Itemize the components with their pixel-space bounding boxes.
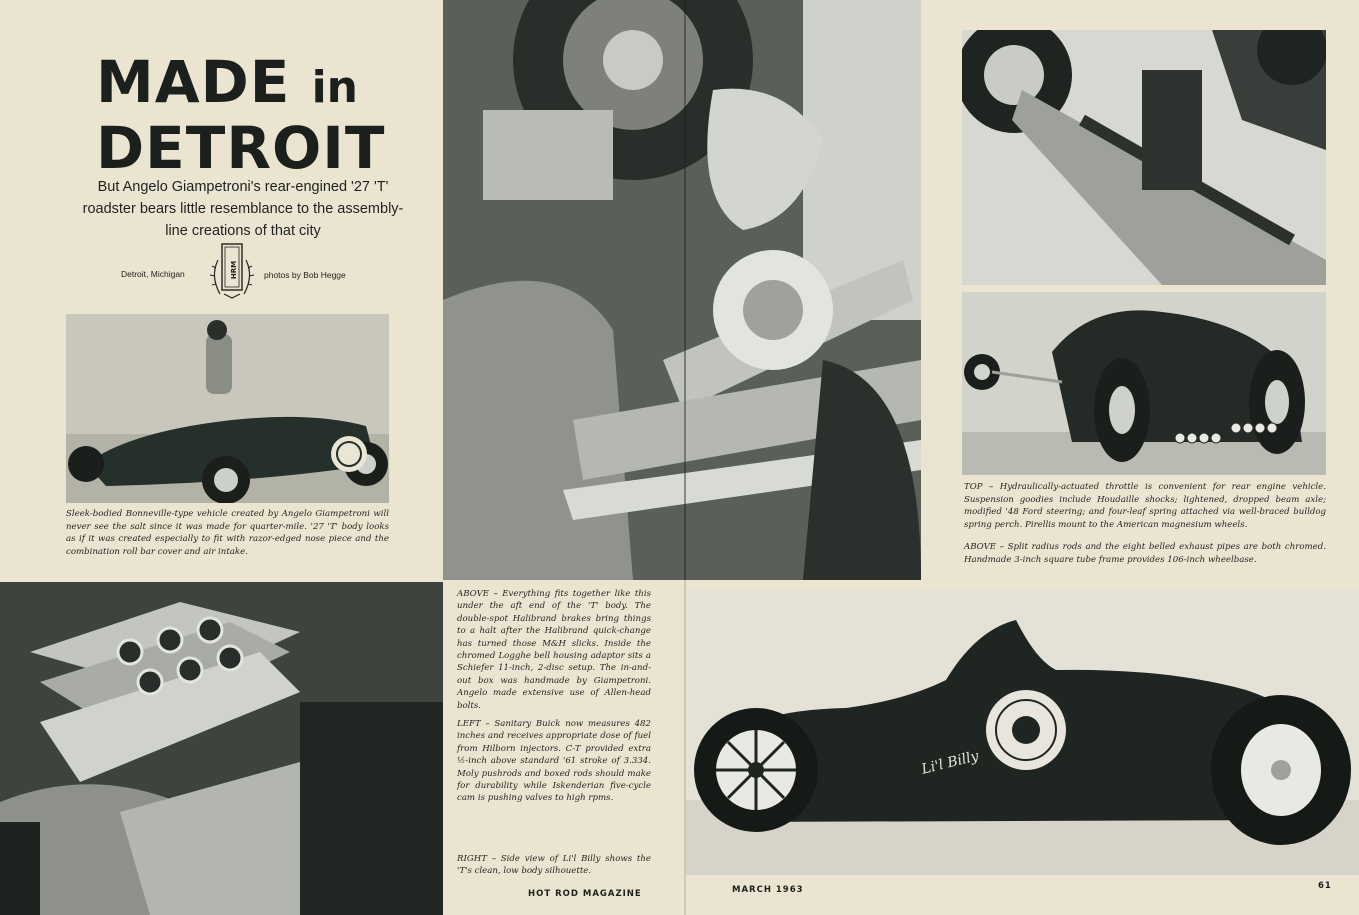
caption-top: TOP – Hydraulically-actuated throttle is convenient for rear engine vehicle. Suspension goodies include Houdaille shocks; lightened, dropped beam axle; modified '48 Ford steering; and four-leaf spring attached via well-braced bulldog spring perch. Pirellis mount to the American magnesium wheels. bbox=[964, 482, 1326, 530]
location-label: Detroit, Michigan bbox=[121, 269, 185, 279]
photo-car-with-owner bbox=[66, 314, 389, 503]
photo-side-profile bbox=[686, 590, 1359, 875]
footer-issue-date: MARCH 1963 bbox=[732, 885, 804, 895]
title-word-in: in bbox=[311, 62, 358, 113]
footer-page-number: 61 bbox=[1318, 881, 1332, 891]
page-gutter bbox=[684, 0, 686, 915]
footer-magazine-name: HOT ROD MAGAZINE bbox=[528, 889, 642, 899]
caption-above-center: ABOVE – Everything fits together like this under the aft end of the 'T' body. The double-spot Halibrand brakes bring things to a halt after the Halibrand quick-change has turned those M&H slicks. Inside the chromed Logghe bell housing adaptor sits a Schiefer 11-inch, 2-disc setup. The in-and-out box was handmade by Giampetroni. Angelo made extensive use of Allen-head bolts. bbox=[457, 589, 651, 711]
photo-rear-exhaust bbox=[962, 292, 1326, 475]
photo-drivetrain-closeup bbox=[443, 0, 921, 580]
article-deck: But Angelo Giampetroni's rear-engined '27 'T' roadster bears little resemblance to the assembly-line creations of that city bbox=[82, 179, 404, 239]
caption-left: LEFT – Sanitary Buick now measures 482 inches and receives appropriate dose of fuel from Hilborn injectors. C-T provided extra ½-inch above standard '61 stroke of 3.334. Moly pushrods and boxed rods should make for durability while Iskenderian five-cycle cam is pushing valves to high rpms. bbox=[457, 719, 651, 804]
car-script-name: Li'l Billy bbox=[919, 748, 981, 778]
title-word-detroit: DETROIT bbox=[96, 114, 386, 182]
hrm-logo bbox=[206, 240, 258, 302]
caption-right: RIGHT – Side view of Li'l Billy shows the 'T's clean, low body silhouette. bbox=[457, 854, 651, 877]
logo-text: HRM bbox=[230, 260, 238, 280]
photo-buick-engine bbox=[0, 582, 443, 915]
caption-above-right: ABOVE – Split radius rods and the eight belled exhaust pipes are both chromed. Handmade 3-inch square tube frame provides 106-inch wheelbase. bbox=[964, 542, 1326, 565]
caption-sleek: Sleek-bodied Bonneville-type vehicle created by Angelo Giampetroni will never see the salt since it was made for quarter-mile. '27 'T' body looks as if it was created especially to fit with razor-edged nose piece and the combination roll bar cover and air intake. bbox=[66, 509, 389, 557]
article-title bbox=[96, 48, 426, 182]
laurel-icon bbox=[206, 240, 258, 302]
photo-credit: photos by Bob Hegge bbox=[264, 270, 346, 280]
photo-front-suspension bbox=[962, 30, 1326, 285]
title-word-made: MADE bbox=[96, 48, 291, 116]
